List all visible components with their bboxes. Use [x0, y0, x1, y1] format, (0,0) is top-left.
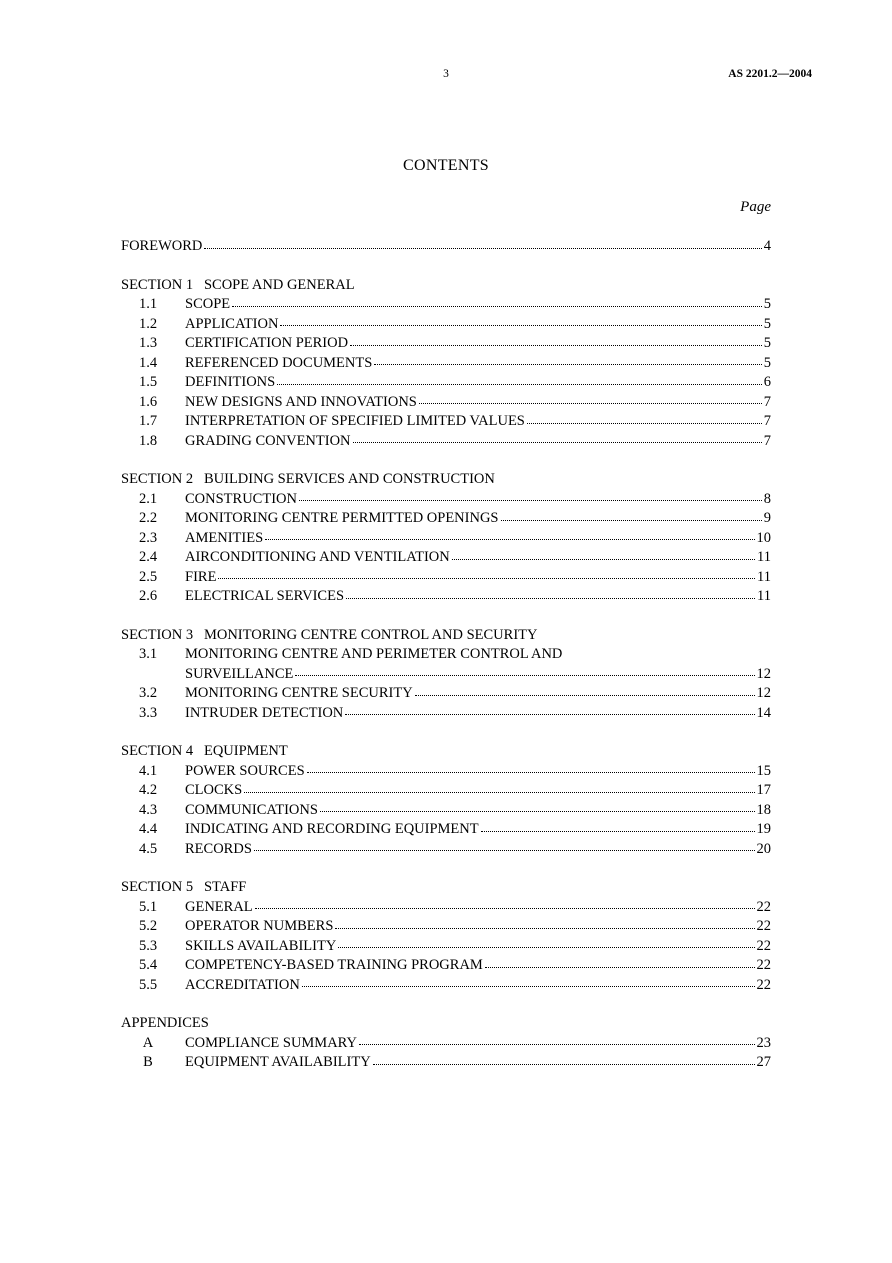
dot-leader [218, 577, 755, 579]
dot-leader [204, 247, 761, 249]
section-spacer [121, 859, 771, 878]
section-heading[interactable]: APPENDICES [121, 1015, 209, 1031]
toc-entry-page: 14 [756, 704, 771, 721]
dot-leader [419, 402, 762, 404]
toc-entry-page: 5 [763, 354, 771, 371]
toc-entry-page: 20 [756, 840, 771, 857]
toc-entry[interactable] [121, 412, 771, 432]
document-id: AS 2201.2—2004 [728, 68, 812, 80]
toc-entry-number: 5.5 [138, 976, 158, 993]
dot-leader [452, 558, 755, 560]
toc-entry-title: INTERPRETATION OF SPECIFIED LIMITED VALUES [185, 413, 525, 429]
toc-entry-number: 3.1 [138, 646, 158, 662]
toc-entry-title: ACCREDITATION [185, 976, 300, 993]
toc-entry-page: 7 [763, 413, 771, 429]
toc-entry[interactable] [121, 373, 771, 393]
table-of-contents [121, 237, 771, 1073]
toc-sections [121, 257, 771, 1073]
toc-entry-number: 2.5 [138, 568, 158, 585]
toc-entry-number: B [143, 1054, 153, 1070]
toc-entry-page: 11 [757, 568, 771, 585]
toc-entry-page: 7 [763, 393, 771, 410]
section-heading[interactable]: SECTION 2 BUILDING SERVICES AND CONSTRUCTION [121, 471, 495, 487]
toc-entry-page: 19 [756, 821, 771, 837]
toc-entry[interactable] [121, 393, 771, 413]
toc-entry-title: MONITORING CENTRE AND PERIMETER CONTROL AND [185, 646, 563, 662]
toc-entry-page: 12 [756, 685, 771, 701]
toc-entry-title: COMPLIANCE SUMMARY [185, 1034, 358, 1051]
dot-leader [345, 713, 754, 715]
toc-entry[interactable] [121, 334, 771, 354]
toc-entry-number: 4.4 [138, 821, 158, 837]
dot-leader [232, 305, 762, 307]
section-spacer [121, 257, 771, 276]
toc-entry-title: OPERATOR NUMBERS [185, 918, 334, 934]
toc-entry[interactable] [121, 315, 771, 335]
dot-leader [335, 927, 754, 929]
toc-entry[interactable] [121, 956, 771, 976]
toc-entry-page: 9 [763, 510, 771, 526]
toc-entry-title: CERTIFICATION PERIOD [185, 335, 349, 351]
section-heading[interactable]: SECTION 4 EQUIPMENT [121, 743, 288, 759]
toc-entry-number: 3.3 [138, 704, 158, 721]
toc-entry-page: 22 [756, 957, 771, 973]
toc-entry-page: 4 [763, 238, 771, 254]
toc-entry-page: 5 [763, 296, 771, 312]
toc-entry-number: 2.2 [138, 510, 158, 526]
toc-entry-title: MONITORING CENTRE PERMITTED OPENINGS [185, 510, 499, 526]
toc-entry[interactable] [121, 762, 771, 782]
toc-entry-title: INDICATING AND RECORDING EQUIPMENT [185, 821, 479, 837]
toc-entry-page: 11 [757, 588, 771, 604]
toc-entry-number: 2.4 [138, 549, 158, 565]
contents-title: CONTENTS [403, 157, 489, 174]
toc-entry[interactable] [121, 529, 771, 549]
toc-entry-title: GRADING CONVENTION [185, 432, 351, 449]
toc-entry-number: 1.2 [138, 315, 158, 332]
toc-entry-page: 8 [763, 490, 771, 507]
toc-entry-title: COMMUNICATIONS [185, 801, 318, 818]
section-spacer [121, 451, 771, 470]
dot-leader [485, 966, 755, 968]
toc-entry-number: 3.2 [138, 685, 158, 701]
dot-leader [255, 907, 755, 909]
toc-entry-number: 5.4 [138, 957, 158, 973]
dot-leader [346, 597, 755, 599]
dot-leader [481, 830, 755, 832]
toc-entry-number: 1.5 [138, 374, 158, 390]
toc-entry-title-continued: SURVEILLANCE [185, 665, 294, 682]
toc-entry[interactable] [121, 354, 771, 374]
toc-entry-page: 12 [756, 665, 771, 682]
toc-entry-continuation[interactable] [121, 665, 771, 685]
toc-entry-number: 4.5 [138, 840, 158, 857]
dot-leader [277, 383, 762, 385]
toc-entry-number: 1.3 [138, 335, 158, 351]
toc-entry-title: INTRUDER DETECTION [185, 704, 344, 721]
toc-entry-page: 17 [756, 782, 771, 798]
dot-leader [353, 441, 762, 443]
toc-entry-title: AIRCONDITIONING AND VENTILATION [185, 549, 450, 565]
toc-entry-page: 18 [756, 801, 771, 818]
toc-entry-page: 11 [757, 549, 771, 565]
toc-entry-number: 2.6 [138, 588, 158, 604]
toc-entry[interactable] [121, 432, 771, 452]
dot-leader [295, 674, 754, 676]
toc-entry-page: 22 [756, 898, 771, 915]
section-heading[interactable]: SECTION 5 STAFF [121, 879, 247, 895]
section-heading[interactable]: SECTION 3 MONITORING CENTRE CONTROL AND SECURITY [121, 626, 538, 643]
toc-entry[interactable] [121, 937, 771, 957]
toc-entry[interactable] [121, 295, 771, 315]
toc-entry[interactable] [121, 490, 771, 510]
dot-leader [350, 344, 762, 346]
toc-entry-title: APPLICATION [185, 315, 279, 332]
toc-entry-title: FIRE [185, 568, 217, 585]
toc-entry-title: REFERENCED DOCUMENTS [185, 354, 373, 371]
toc-entry[interactable] [121, 548, 771, 568]
toc-entry[interactable] [121, 1034, 771, 1054]
toc-entry-title: RECORDS [185, 840, 252, 857]
toc-entry-number: A [142, 1034, 154, 1051]
toc-entry[interactable] [121, 684, 771, 704]
section-spacer [121, 995, 771, 1014]
toc-entry[interactable] [121, 568, 771, 588]
toc-entry[interactable] [121, 820, 771, 840]
toc-entry-number: 1.7 [138, 413, 158, 429]
toc-entry-number: 5.2 [138, 918, 158, 934]
section-spacer [121, 723, 771, 742]
dot-leader [299, 499, 762, 501]
toc-entry[interactable] [121, 840, 771, 860]
toc-entry-title: CONSTRUCTION [185, 490, 297, 507]
toc-entry-page: 15 [756, 762, 771, 779]
dot-leader [280, 324, 761, 326]
section-spacer [121, 607, 771, 626]
toc-entry-number: 2.3 [138, 529, 158, 546]
dot-leader [302, 985, 755, 987]
section-heading[interactable]: SECTION 1 SCOPE AND GENERAL [121, 276, 355, 293]
toc-entry-number: 4.3 [138, 801, 158, 818]
toc-entry-title: GENERAL [185, 898, 253, 915]
toc-entry-page: 22 [756, 976, 771, 993]
toc-entry-number: 5.1 [138, 898, 158, 915]
toc-entry[interactable] [121, 704, 771, 724]
dot-leader [373, 1063, 755, 1065]
dot-leader [527, 422, 762, 424]
toc-entry-title: POWER SOURCES [185, 762, 305, 779]
toc-entry[interactable] [121, 976, 771, 996]
toc-entry[interactable] [121, 1053, 771, 1073]
toc-entry-title: CLOCKS [185, 782, 243, 798]
page-column-label: Page [740, 199, 771, 215]
dot-leader [265, 538, 754, 540]
dot-leader [320, 810, 755, 812]
toc-entry[interactable] [121, 801, 771, 821]
toc-entry-page: 5 [763, 335, 771, 351]
toc-entry[interactable] [121, 587, 771, 607]
toc-entry-title: DEFINITIONS [185, 374, 276, 390]
toc-entry-number: 1.1 [138, 296, 158, 312]
toc-entry-number: 1.8 [138, 432, 158, 449]
toc-entry[interactable] [121, 509, 771, 529]
toc-entry[interactable] [121, 781, 771, 801]
toc-entry-number: 5.3 [138, 937, 158, 954]
toc-entry-page: 22 [756, 918, 771, 934]
dot-leader [501, 519, 762, 521]
toc-entry-title: EQUIPMENT AVAILABILITY [185, 1054, 371, 1070]
toc-entry-page: 5 [763, 315, 771, 332]
toc-entry[interactable] [121, 645, 771, 665]
toc-entry-foreword[interactable] [121, 237, 771, 257]
toc-entry-title: NEW DESIGNS AND INNOVATIONS [185, 393, 417, 410]
dot-leader [244, 791, 754, 793]
toc-entry-number: 2.1 [138, 490, 158, 507]
toc-entry-page: 23 [756, 1034, 771, 1051]
dot-leader [338, 946, 754, 948]
toc-entry-title: SCOPE [185, 296, 231, 312]
dot-leader [374, 363, 761, 365]
dot-leader [415, 694, 755, 696]
dot-leader [307, 771, 755, 773]
dot-leader [359, 1043, 754, 1045]
dot-leader [254, 849, 755, 851]
toc-entry-number: 1.6 [138, 393, 158, 410]
toc-entry-page: 7 [763, 432, 771, 449]
toc-entry-page: 27 [756, 1054, 771, 1070]
toc-entry-page: 10 [756, 529, 771, 546]
toc-entry-page: 6 [763, 374, 771, 390]
toc-entry-number: 4.2 [138, 782, 158, 798]
page-number: 3 [443, 68, 449, 80]
toc-entry-title: FOREWORD [121, 238, 203, 254]
toc-entry-number: 4.1 [138, 762, 158, 779]
toc-entry-title: MONITORING CENTRE SECURITY [185, 685, 413, 701]
toc-entry-page: 22 [756, 937, 771, 954]
toc-entry[interactable] [121, 898, 771, 918]
toc-entry[interactable] [121, 917, 771, 937]
toc-entry-number: 1.4 [138, 354, 158, 371]
toc-entry-title: COMPETENCY-BASED TRAINING PROGRAM [185, 957, 483, 973]
toc-entry-title: SKILLS AVAILABILITY [185, 937, 337, 954]
toc-entry-title: ELECTRICAL SERVICES [185, 588, 345, 604]
toc-entry-title: AMENITIES [185, 529, 264, 546]
